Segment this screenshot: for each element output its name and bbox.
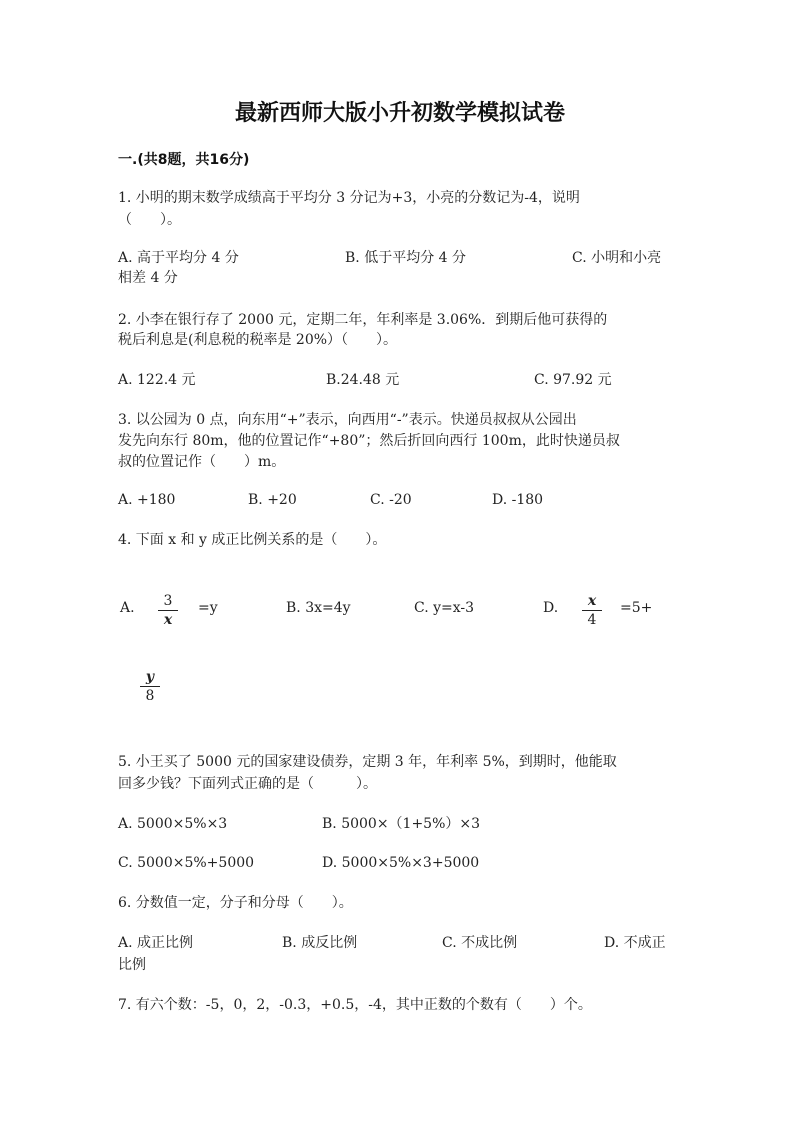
question-1-text-cont: （ ）。	[118, 212, 181, 228]
question-5-option-a[interactable]: A. 5000×5%×3	[118, 816, 228, 832]
fraction-bar	[140, 686, 160, 687]
question-6-option-d-cont[interactable]: 比例	[118, 957, 146, 973]
question-6-option-b[interactable]: B. 成反比例	[282, 935, 358, 951]
question-5-option-c[interactable]: C. 5000×5%+5000	[118, 855, 255, 871]
question-1-option-c-cont[interactable]: 相差 4 分	[118, 270, 178, 286]
question-3-option-c[interactable]: C. -20	[370, 492, 412, 508]
question-3-option-d[interactable]: D. -180	[492, 492, 544, 508]
question-2-option-b[interactable]: B.24.48 元	[326, 372, 400, 388]
question-2-text-cont: 税后利息是(利息税的税率是 20%）（ ）。	[118, 332, 398, 348]
question-3-option-b[interactable]: B. +20	[248, 492, 297, 508]
section-heading: 一.(共8题，共16分)	[118, 152, 250, 168]
fraction-bar	[158, 610, 178, 611]
fraction-denominator: 4	[587, 612, 597, 628]
question-1-option-b[interactable]: B. 低于平均分 4 分	[345, 250, 466, 266]
fraction-numerator: y	[145, 669, 155, 685]
question-3-text: 3. 以公园为 0 点，向东用“+”表示，向西用“-”表示。快递员叔叔从公园出	[118, 412, 577, 428]
fraction-denominator: 8	[145, 688, 155, 704]
question-4-option-d-fraction	[582, 593, 602, 628]
question-5-text-cont: 回多少钱？下面列式正确的是（ ）。	[118, 776, 377, 792]
question-2-text: 2. 小李在银行存了 2000 元，定期二年，年利率是 3.06%．到期后他可获得的	[118, 312, 608, 328]
fraction-denominator: x	[163, 612, 173, 628]
question-3-option-a[interactable]: A. +180	[118, 492, 176, 508]
question-5-text: 5. 小王买了 5000 元的国家建设债券，定期 3 年，年利率 5%，到期时，他能取	[118, 754, 617, 770]
question-6-option-a[interactable]: A. 成正比例	[118, 935, 194, 951]
question-1-option-a[interactable]: A. 高于平均分 4 分	[118, 250, 239, 266]
question-3-text-cont-1: 发先向东行 80m，他的位置记作“+80”；然后折回向西行 100m，此时快递员叔	[118, 433, 620, 449]
question-2-option-c[interactable]: C. 97.92 元	[534, 372, 612, 388]
question-4-option-a-fraction	[158, 593, 178, 628]
question-6-option-d[interactable]: D. 不成正	[604, 935, 666, 951]
question-1-text: 1. 小明的期末数学成绩高于平均分 3 分记为+3，小亮的分数记为-4，说明	[118, 190, 580, 206]
question-1-option-c[interactable]: C. 小明和小亮	[572, 250, 662, 266]
question-4-option-a-tail: =y	[198, 600, 218, 616]
fraction-numerator: 3	[163, 593, 173, 609]
page-title: 最新西师大版小升初数学模拟试卷	[234, 101, 565, 126]
question-7-text: 7. 有六个数：-5，0，2，-0.3，+0.5，-4，其中正数的个数有（ ）个。	[118, 997, 592, 1013]
question-6-option-c[interactable]: C. 不成比例	[442, 935, 518, 951]
question-4-option-c[interactable]: C. y=x-3	[414, 600, 475, 616]
question-2-option-a[interactable]: A. 122.4 元	[118, 372, 196, 388]
question-4-option-a-label: A.	[120, 600, 135, 616]
question-4-option-d-label: D.	[543, 600, 559, 616]
question-5-option-b[interactable]: B. 5000×（1+5%）×3	[322, 816, 481, 832]
question-4-option-d-tail: =5+	[620, 600, 653, 616]
fraction-bar	[582, 610, 602, 611]
question-3-text-cont-2: 叔的位置记作（ ）m。	[118, 454, 286, 470]
question-4-option-d-fraction-2	[140, 669, 160, 704]
fraction-numerator: x	[587, 593, 597, 609]
question-5-option-d[interactable]: D. 5000×5%×3+5000	[322, 855, 480, 871]
question-4-text: 4. 下面 x 和 y 成正比例关系的是（ ）。	[118, 532, 387, 548]
question-6-text: 6. 分数值一定，分子和分母（ ）。	[118, 895, 353, 911]
question-4-option-b[interactable]: B. 3x=4y	[286, 600, 351, 616]
